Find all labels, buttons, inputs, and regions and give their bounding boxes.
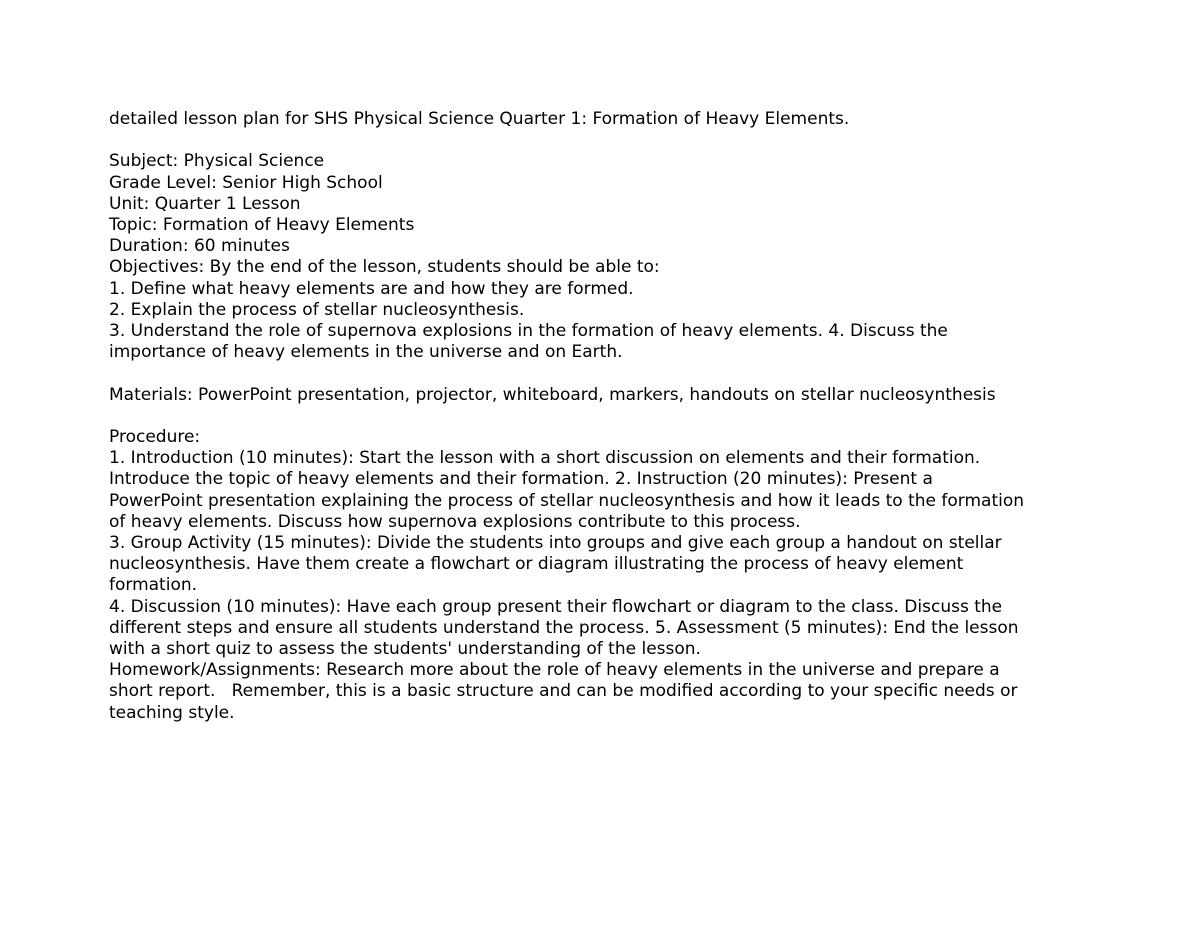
materials-line: Materials: PowerPoint presentation, projector, whiteboard, markers, handouts on stellar nucleosynthesis: [109, 384, 996, 405]
procedure-line: PowerPoint presentation explaining the process of stellar nucleosynthesis and how it leads to the formation: [109, 490, 1025, 511]
homework-line: short report. Remember, this is a basic structure and can be modified according to your specific needs or: [109, 681, 1018, 702]
unit-line: Unit: Quarter 1 Lesson: [109, 193, 301, 214]
paragraph-spacer: [109, 363, 1119, 384]
procedure-line: Introduce the topic of heavy elements and their formation. 2. Instruction (20 minutes): Present a: [109, 469, 933, 490]
procedure-line: nucleosynthesis. Have them create a flowchart or diagram illustrating the process of heavy element: [109, 554, 964, 575]
procedure-line: formation.: [109, 575, 198, 596]
topic-line: Topic: Formation of Heavy Elements: [109, 215, 415, 235]
objective-item-3-continued: importance of heavy elements in the universe and on Earth.: [109, 342, 623, 363]
document-intro: detailed lesson plan for SHS Physical Science Quarter 1: Formation of Heavy Elements.: [109, 109, 850, 129]
grade-level-line: Grade Level: Senior High School: [109, 172, 383, 193]
procedure-line: different steps and ensure all students understand the process. 5. Assessment (5 minutes): End the lesson: [109, 617, 1019, 638]
objective-item-3: 3. Understand the role of supernova explosions in the formation of heavy elements. 4. Discuss the: [109, 321, 948, 342]
paragraph-spacer: [109, 130, 1119, 151]
procedure-line: 1. Introduction (10 minutes): Start the lesson with a short discussion on elements and their formation.: [109, 448, 981, 469]
objective-item-1: 1. Define what heavy elements are and how they are formed.: [109, 278, 634, 299]
procedure-line: of heavy elements. Discuss how supernova explosions contribute to this process.: [109, 511, 801, 532]
paragraph-spacer: [109, 406, 1119, 427]
homework-line: Homework/Assignments: Research more about the role of heavy elements in the universe and prepare a: [109, 660, 1000, 681]
procedure-line: 4. Discussion (10 minutes): Have each group present their flowchart or diagram to the class. Discuss the: [109, 596, 1003, 617]
procedure-heading: Procedure:: [109, 427, 201, 447]
subject-line: Subject: Physical Science: [109, 151, 325, 172]
objectives-heading: Objectives: By the end of the lesson, students should be able to:: [109, 257, 660, 278]
duration-line: Duration: 60 minutes: [109, 236, 290, 257]
objective-item-2: 2. Explain the process of stellar nucleosynthesis.: [109, 299, 525, 320]
procedure-line: 3. Group Activity (15 minutes): Divide the students into groups and give each group a handout on stellar: [109, 533, 1002, 554]
homework-line: teaching style.: [109, 702, 235, 723]
procedure-line: with a short quiz to assess the students' understanding of the lesson.: [109, 639, 701, 660]
document-page: [109, 109, 1119, 724]
